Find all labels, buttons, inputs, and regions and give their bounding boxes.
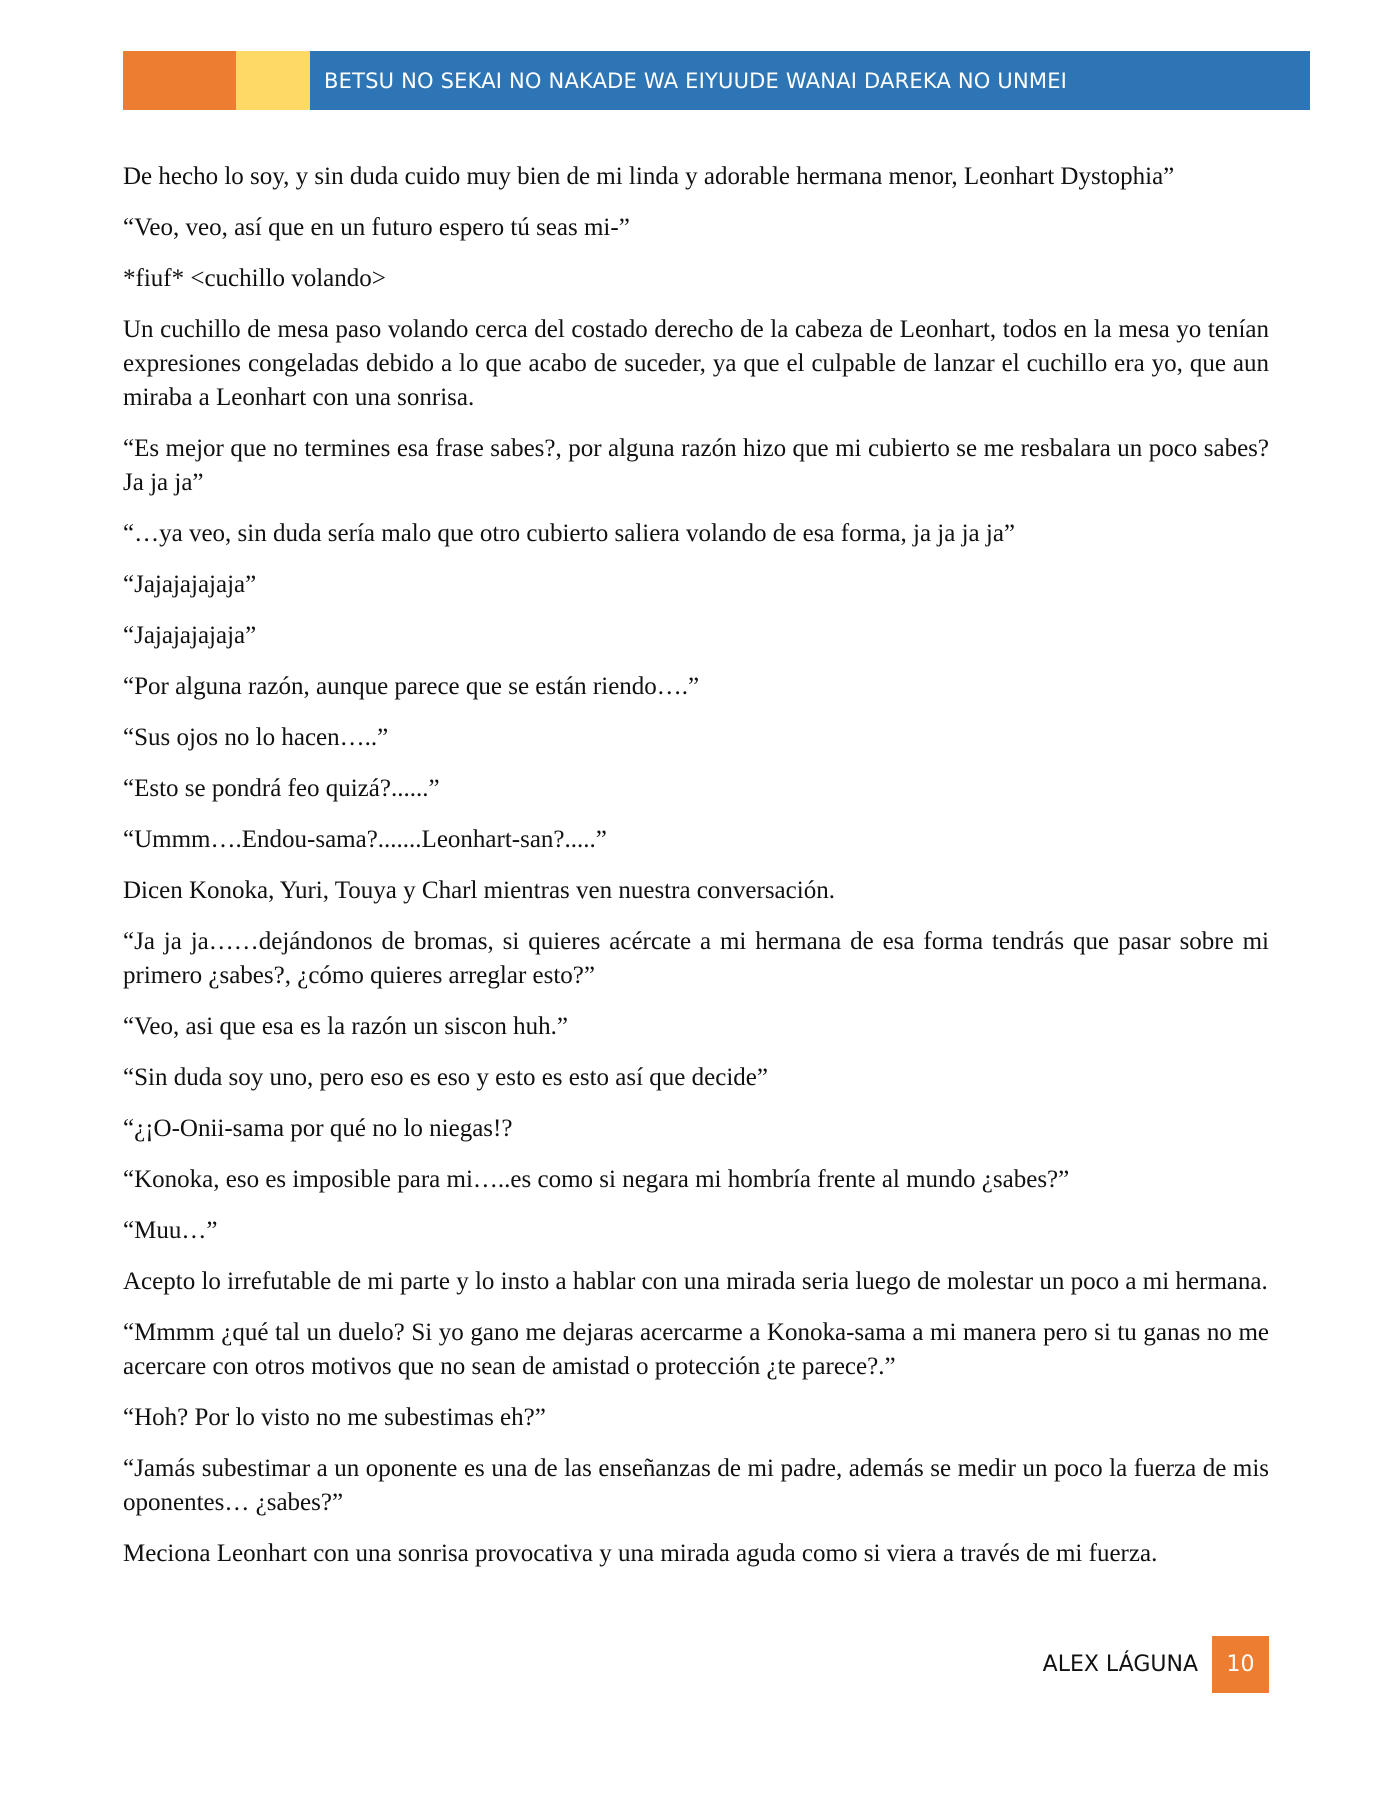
document-body — [123, 160, 1269, 1588]
paragraph: Un cuchillo de mesa paso volando cerca del costado derecho de la cabeza de Leonhart, todos en la mesa yo tenían expresiones congeladas debido a lo que acabo de suceder, ya que el culpable de lanzar el cuchillo era yo, que aun miraba a Leonhart con una sonrisa. — [123, 316, 1269, 411]
page-number-box — [1212, 1636, 1269, 1693]
page-header — [123, 51, 1310, 110]
header-title: BETSU NO SEKAI NO NAKADE WA EIYUUDE WANAI DAREKA NO UNMEI — [324, 68, 1068, 93]
page-footer — [1043, 1636, 1269, 1693]
paragraph: “Hoh? Por lo visto no me subestimas eh?” — [123, 1404, 546, 1431]
paragraph: De hecho lo soy, y sin duda cuido muy bien de mi linda y adorable hermana menor, Leonhart Dystophia” — [123, 163, 1175, 190]
paragraph: *fiuf* <cuchillo volando> — [123, 265, 386, 292]
paragraph: “Veo, asi que esa es la razón un siscon huh.” — [123, 1013, 568, 1040]
paragraph: “Sin duda soy uno, pero eso es eso y esto es esto así que decide” — [123, 1064, 768, 1091]
paragraph: “¿¡O-Onii-sama por qué no lo niegas!? — [123, 1115, 513, 1142]
paragraph: “Sus ojos no lo hacen…..” — [123, 724, 389, 751]
paragraph: “Ummm….Endou-sama?.......Leonhart-san?.....” — [123, 826, 607, 853]
header-orange-block — [123, 51, 236, 110]
paragraph: “Ja ja ja……dejándonos de bromas, si quieres acércate a mi hermana de esa forma tendrás que pasar sobre mi primero ¿sabes?, ¿cómo quieres arreglar esto?” — [123, 928, 1269, 989]
paragraph: “Jamás subestimar a un oponente es una de las enseñanzas de mi padre, además se medir un poco la fuerza de mis oponentes… ¿sabes?” — [123, 1455, 1269, 1516]
paragraph: “…ya veo, sin duda sería malo que otro cubierto saliera volando de esa forma, ja ja ja ja” — [123, 520, 1016, 547]
header-title-bar — [310, 51, 1310, 110]
paragraph: “Mmmm ¿qué tal un duelo? Si yo gano me dejaras acercarme a Konoka-sama a mi manera pero si tu ganas no me acercare con otros motivos que no sean de amistad o protección ¿te parece?.” — [123, 1319, 1269, 1380]
paragraph: “Jajajajajaja” — [123, 622, 257, 649]
paragraph: “Konoka, eso es imposible para mi…..es como si negara mi hombría frente al mundo ¿sabes?” — [123, 1166, 1070, 1193]
paragraph: “Es mejor que no termines esa frase sabes?, por alguna razón hizo que mi cubierto se me resbalara un poco sabes? Ja ja ja” — [123, 435, 1269, 496]
paragraph: “Muu…” — [123, 1217, 218, 1244]
page-number: 10 — [1226, 1652, 1255, 1677]
paragraph: “Jajajajajaja” — [123, 571, 257, 598]
paragraph: Meciona Leonhart con una sonrisa provocativa y una mirada aguda como si viera a través de mi fuerza. — [123, 1540, 1158, 1567]
header-yellow-block — [236, 51, 310, 110]
paragraph: “Por alguna razón, aunque parece que se están riendo….” — [123, 673, 700, 700]
paragraph: Dicen Konoka, Yuri, Touya y Charl mientras ven nuestra conversación. — [123, 877, 835, 904]
paragraph: “Esto se pondrá feo quizá?......” — [123, 775, 440, 802]
author-name: ALEX LÁGUNA — [1042, 1652, 1198, 1677]
paragraph: “Veo, veo, así que en un futuro espero tú seas mi-” — [123, 214, 630, 241]
paragraph: Acepto lo irrefutable de mi parte y lo insto a hablar con una mirada seria luego de molestar un poco a mi hermana. — [123, 1268, 1268, 1295]
